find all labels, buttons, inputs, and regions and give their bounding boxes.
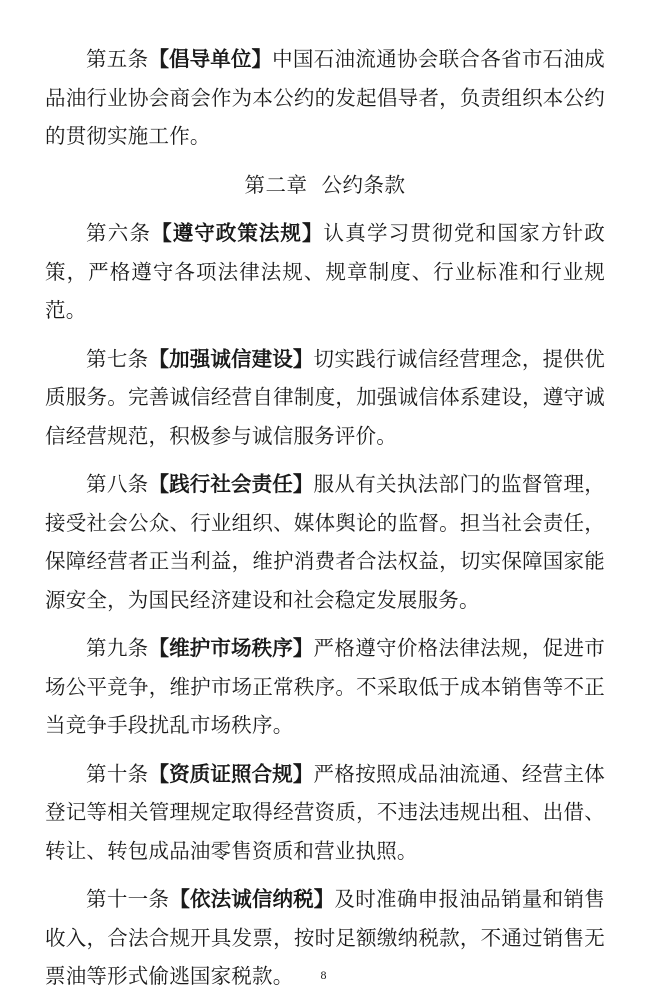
article-10-title: 【资质证照合规】 [148,761,314,786]
article-11-title: 【依法诚信纳税】 [169,887,335,911]
article-5-paragraph [45,40,605,156]
document-body [45,40,605,1006]
article-6-text: 认真学习贯彻党和国家方针政策，严格遵守各项法律法规、规章制度、行业标准和行业规范。 [45,221,605,322]
article-8-text: 服从有关执法部门的监督管理，接受社会公众、行业组织、媒体舆论的监督。担当社会责任，保障经营者正当利益，维护消费者合法权益，切实保障国家能源安全，为国民经济建设和社会稳定发展服务。 [45,472,605,612]
article-9-text: 严格遵守价格法律法规，促进市场公平竞争，维护市场正常秩序。不采取低于成本销售等不正当竞争手段扰乱市场秩序。 [45,636,605,737]
article-11-number: 第十一条 [86,887,170,911]
article-5-title: 【倡导单位】 [148,47,273,71]
chapter-heading: 第二章 公约条款 [244,172,406,197]
article-7-paragraph [45,340,605,456]
article-6-title: 【遵守政策法规】 [151,221,324,245]
article-5-number: 第五条 [86,47,149,71]
article-10-paragraph [45,755,605,871]
article-11-text: 及时准确申报油品销量和销售收入，合法合规开具发票，按时足额缴纳税款，不通过销售无票油等形式偷逃国家税款。 [45,887,605,988]
article-10-number: 第十条 [86,761,149,786]
article-8-paragraph [45,465,605,619]
article-5-text: 中国石油流通协会联合各省市石油成品油行业协会商会作为本公约的发起倡导者，负责组织本公约的贯彻实施工作。 [45,47,605,148]
article-7-number: 第七条 [86,346,149,371]
article-6-paragraph [45,214,605,330]
article-7-title: 【加强诚信建设】 [148,346,314,371]
article-9-title: 【维护市场秩序】 [148,636,314,660]
article-7-text: 切实践行诚信经营理念，提供优质服务。完善诚信经营自律制度，加强诚信体系建设，遵守诚信经营规范，积极参与诚信服务评价。 [45,346,605,448]
article-8-number: 第八条 [86,472,149,496]
article-9-number: 第九条 [86,636,149,660]
article-6-number: 第六条 [86,221,152,245]
page-number: 8 [320,968,327,982]
article-9-paragraph [45,629,605,745]
article-10-text: 严格按照成品油流通、经营主体登记等相关管理规定取得经营资质，不违法违规出租、出借、转让、转包成品油零售资质和营业执照。 [45,761,605,863]
article-8-title: 【践行社会责任】 [148,472,314,496]
